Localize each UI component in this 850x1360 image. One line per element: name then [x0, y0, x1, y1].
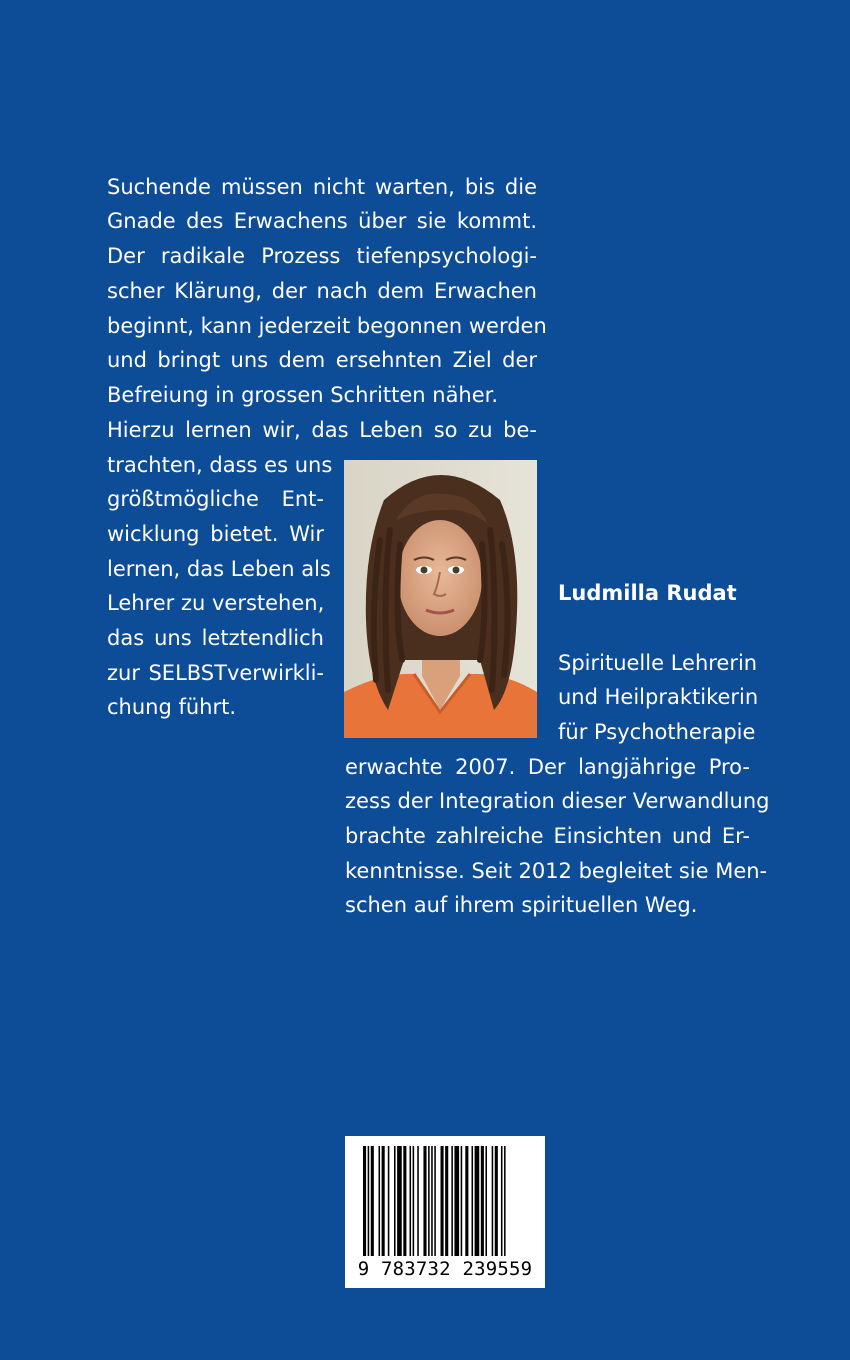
barcode-bar — [382, 1146, 385, 1256]
blurb-line: Lehrer zu verstehen, — [107, 591, 325, 615]
blurb-line: das uns letztendlich — [107, 626, 324, 650]
bio-line: zess der Integration dieser Verwandlung — [345, 789, 770, 813]
barcode-bar — [410, 1146, 412, 1256]
bio-line: für Psychotherapie — [558, 720, 756, 744]
barcode-bar — [368, 1146, 370, 1256]
bio-line: kenntnisse. Seit 2012 begleitet sie Men- — [345, 859, 768, 883]
barcode-bar — [501, 1146, 503, 1256]
blurb-line: Der radikale Prozess tiefenpsychologi- — [107, 244, 537, 268]
barcode-bar — [397, 1146, 402, 1256]
blurb-line: lernen, das Leben als — [107, 557, 331, 581]
isbn-number: 9 783732 239559 — [357, 1258, 533, 1280]
barcode-bar — [417, 1146, 419, 1256]
barcode-bar — [504, 1146, 506, 1256]
barcode-bar — [428, 1146, 430, 1256]
isbn-barcode — [345, 1136, 545, 1288]
author-name: Ludmilla Rudat — [558, 581, 737, 605]
barcode-bar — [465, 1146, 468, 1256]
blurb-line: wicklung bietet. Wir — [107, 522, 324, 546]
barcode-bar — [441, 1146, 444, 1256]
barcode-bar — [472, 1146, 474, 1256]
blurb-line: trachten, dass es uns — [107, 453, 333, 477]
barcode-bar — [492, 1146, 494, 1256]
blurb-line: beginnt, kann jederzeit begonnen werden — [107, 314, 547, 338]
bio-line: und Heilpraktikerin — [558, 685, 759, 709]
blurb-line: größtmögliche Ent- — [107, 487, 324, 511]
barcode-bar — [445, 1146, 448, 1256]
barcode-bar — [403, 1146, 406, 1256]
barcode-bar — [495, 1146, 498, 1256]
blurb-line: zur SELBSTverwirkli- — [107, 661, 324, 685]
blurb-line: chung führt. — [107, 695, 237, 719]
blurb-line: scher Klärung, der nach dem Erwachen — [107, 279, 537, 303]
barcode-bar — [485, 1146, 487, 1256]
bio-line: erwachte 2007. Der langjährige Pro- — [345, 755, 750, 779]
bio-line: schen auf ihrem spirituellen Weg. — [345, 893, 698, 917]
blurb-line: Suchende müssen nicht warten, bis die — [107, 175, 537, 199]
barcode-bar — [363, 1146, 366, 1256]
barcode-bar — [454, 1146, 459, 1256]
barcode-bar — [423, 1146, 426, 1256]
blurb-line: und bringt uns dem ersehnten Ziel der — [107, 348, 537, 372]
barcode-bar — [413, 1146, 415, 1256]
bio-line: Spirituelle Lehrerin — [558, 651, 758, 675]
barcode-bar — [371, 1146, 374, 1256]
blurb-line: Gnade des Erwachens über sie kommt. — [107, 209, 537, 233]
barcode-bar — [475, 1146, 480, 1256]
barcode-bar — [434, 1146, 436, 1256]
barcode-bar — [481, 1146, 484, 1256]
blurb-line: Befreiung in grossen Schritten näher. — [107, 383, 499, 407]
bio-line: brachte zahlreiche Einsichten und Er- — [345, 824, 750, 848]
barcode-bar — [394, 1146, 396, 1256]
author-photo — [344, 460, 537, 738]
barcode-bar — [379, 1146, 381, 1256]
barcode-bar — [461, 1146, 463, 1256]
barcode-bar — [451, 1146, 453, 1256]
barcode-bar — [388, 1146, 390, 1256]
barcode-bar — [431, 1146, 433, 1256]
blurb-line: Hierzu lernen wir, das Leben so zu be- — [107, 418, 537, 442]
